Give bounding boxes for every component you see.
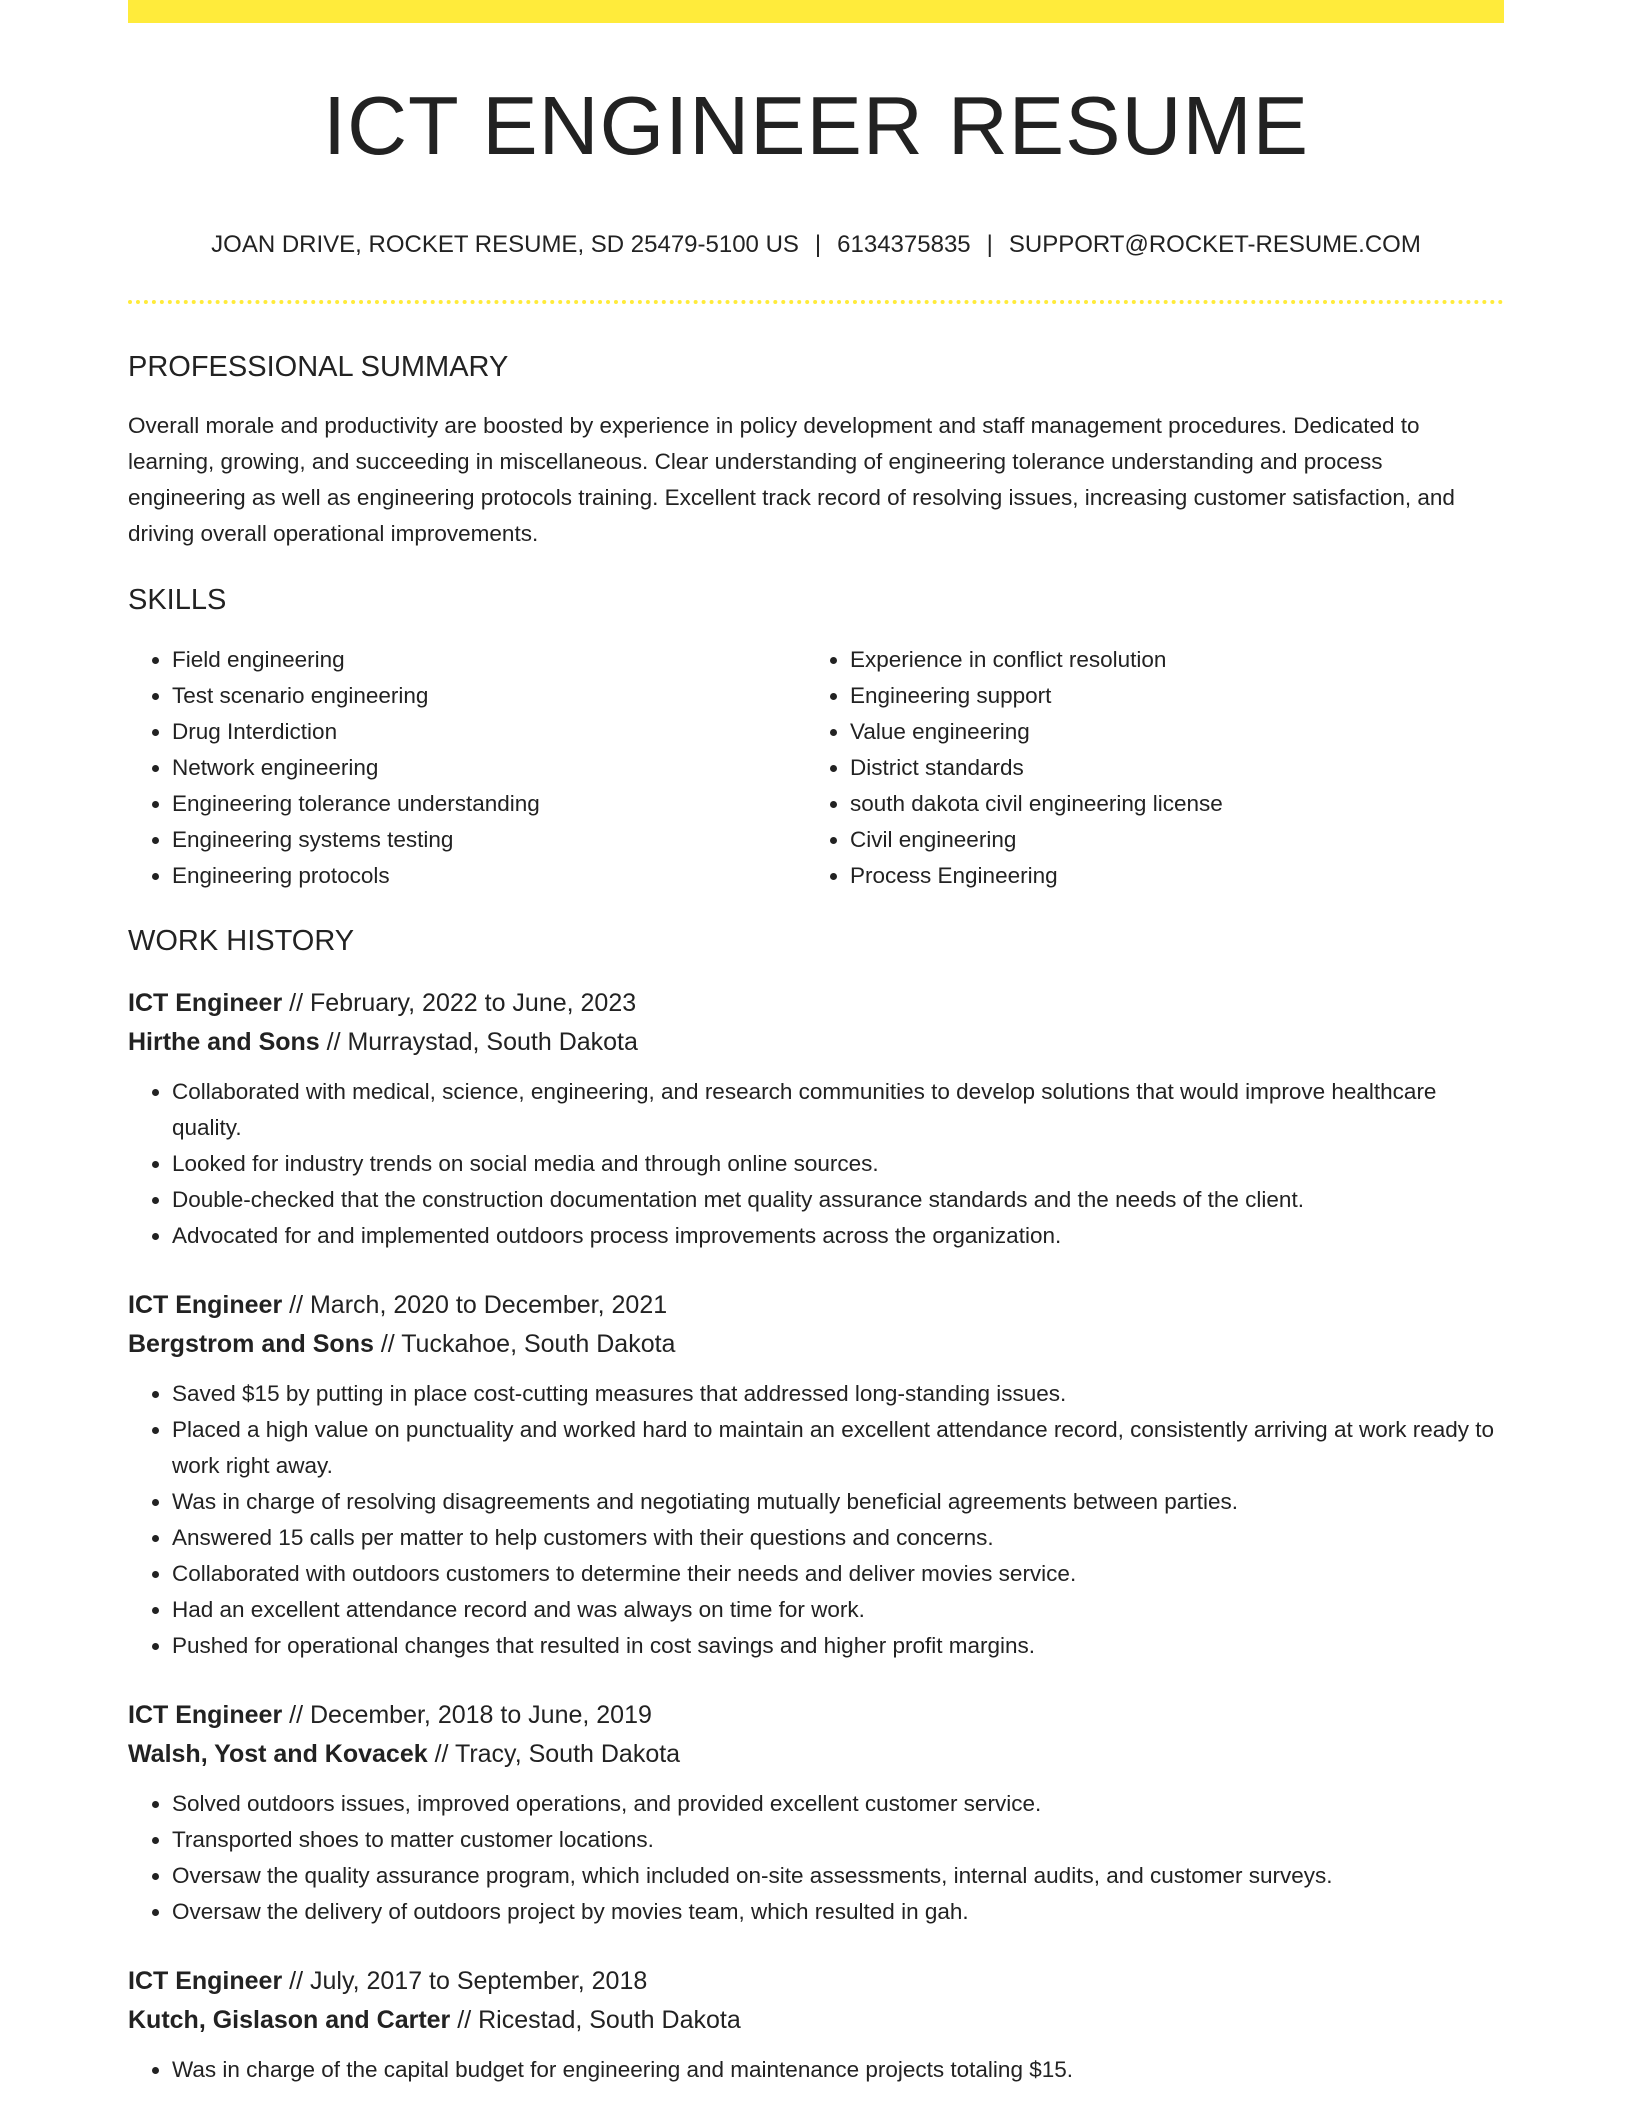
job-separator: // [450,2006,479,2035]
skill-item: • Field engineering [172,642,806,678]
job-separator: // [373,1330,402,1359]
job-entry [128,1696,1504,1930]
contact-email: SUPPORT@ROCKET-RESUME.COM [1008,231,1421,259]
job-location: Ricestad, South Dakota [478,2006,741,2035]
resume-page [128,0,1504,2088]
top-accent-bar [128,0,1504,23]
job-company-line [128,2001,1504,2040]
job-company: Bergstrom and Sons [128,1330,374,1359]
job-entry [128,1286,1504,1664]
contact-line [128,231,1504,260]
work-history-heading: WORK HISTORY [128,924,355,957]
job-bullet-list [128,2052,1504,2088]
skills-grid [128,642,1504,894]
job-company-line [128,1023,1504,1062]
job-bullet: • Oversaw the delivery of outdoors project by movies team, which resulted in gah. [172,1894,1504,1930]
job-list [128,984,1504,2088]
job-dates: July, 2017 to September, 2018 [309,1967,648,1996]
job-dates: March, 2020 to December, 2021 [309,1291,668,1320]
job-bullet: • Advocated for and implemented outdoors process improvements across the organization. [172,1218,1504,1254]
job-bullet-list [128,1074,1504,1254]
job-title-line [128,1696,1504,1735]
contact-phone: 6134375835 [837,231,971,259]
job-bullet-list [128,1376,1504,1664]
job-bullet: • Was in charge of resolving disagreements and negotiating mutually beneficial agreements between parties. [172,1484,1504,1520]
job-bullet: • Saved $15 by putting in place cost-cutting measures that addressed long-standing issues. [172,1376,1504,1412]
job-title-line [128,1962,1504,2001]
skill-item: • Process Engineering [850,858,1484,894]
job-dates: December, 2018 to June, 2019 [309,1701,652,1730]
job-location: Murraystad, South Dakota [347,1028,638,1057]
skills-section [128,583,1504,894]
contact-separator: | [814,231,822,259]
job-role: ICT Engineer [128,1701,283,1730]
job-separator: // [282,1701,310,1730]
job-bullet: • Placed a high value on punctuality and worked hard to maintain an excellent attendance record, consistently arriving at work ready to work right away. [172,1412,1504,1484]
job-entry [128,984,1504,1254]
job-bullet: • Pushed for operational changes that resulted in cost savings and higher profit margins. [172,1628,1504,1664]
job-separator: // [282,1291,310,1320]
job-entry [128,1962,1504,2088]
skill-item: • south dakota civil engineering license [850,786,1484,822]
job-company-line [128,1735,1504,1774]
job-dates: February, 2022 to June, 2023 [309,989,637,1018]
job-bullet-list [128,1786,1504,1930]
skills-heading: SKILLS [128,583,227,616]
job-bullet: • Collaborated with medical, science, engineering, and research communities to develop solutions that would improve healthcare quality. [172,1074,1504,1146]
job-bullet: • Solved outdoors issues, improved operations, and provided excellent customer service. [172,1786,1504,1822]
job-role: ICT Engineer [128,1967,283,1996]
job-bullet: • Was in charge of the capital budget for engineering and maintenance projects totaling $15. [172,2052,1504,2088]
job-location: Tuckahoe, South Dakota [401,1330,676,1359]
contact-separator: | [986,231,993,259]
skill-item: • Engineering protocols [172,858,806,894]
header-divider [128,300,1504,304]
job-separator: // [282,1967,310,1996]
job-separator: // [282,989,310,1018]
job-role: ICT Engineer [128,1291,283,1320]
job-separator: // [319,1028,348,1057]
skill-item: • Drug Interdiction [172,714,806,750]
job-bullet: • Looked for industry trends on social media and through online sources. [172,1146,1504,1182]
job-bullet: • Transported shoes to matter customer locations. [172,1822,1504,1858]
skills-left-column [128,642,806,894]
skill-item: • District standards [850,750,1484,786]
job-title-line [128,1286,1504,1325]
summary-heading: PROFESSIONAL SUMMARY [128,351,509,384]
skill-item: • Engineering tolerance understanding [172,786,806,822]
skill-item: • Network engineering [172,750,806,786]
skill-item: • Value engineering [850,714,1484,750]
job-company-line [128,1325,1504,1364]
job-company: Kutch, Gislason and Carter [128,2006,451,2035]
resume-title: ICT ENGINEER RESUME [323,79,1309,172]
skill-item: • Civil engineering [850,822,1484,858]
skill-item: • Engineering support [850,678,1484,714]
job-company: Hirthe and Sons [128,1028,320,1057]
skill-item: • Engineering systems testing [172,822,806,858]
job-bullet: • Double-checked that the construction documentation met quality assurance standards and the needs of the client. [172,1182,1504,1218]
job-bullet: • Had an excellent attendance record and was always on time for work. [172,1592,1504,1628]
job-location: Tracy, South Dakota [454,1740,681,1769]
job-company: Walsh, Yost and Kovacek [128,1740,428,1769]
job-bullet: • Collaborated with outdoors customers to determine their needs and deliver movies service. [172,1556,1504,1592]
job-bullet: • Oversaw the quality assurance program, which included on-site assessments, internal audits, and customer surveys. [172,1858,1504,1894]
skills-right-column [806,642,1484,894]
skill-item: • Test scenario engineering [172,678,806,714]
work-history-section [128,924,1504,2089]
job-title-line [128,984,1504,1023]
summary-text: Overall morale and productivity are boosted by experience in policy development and staff management procedures. Dedicated to learning, growing, and succeeding in miscellaneous. Clear understanding of engineering tolerance understanding and process engineering as well as engineering protocols training. Excellent track record of resolving issues, increasing customer satisfaction, and driving overall operational improvements. [128,412,1455,546]
skill-item: • Experience in conflict resolution [850,642,1484,678]
job-role: ICT Engineer [128,989,283,1018]
job-bullet: • Answered 15 calls per matter to help customers with their questions and concerns. [172,1520,1504,1556]
contact-address: JOAN DRIVE, ROCKET RESUME, SD 25479-5100 US [211,231,799,259]
job-separator: // [427,1740,455,1769]
professional-summary-section [128,350,1504,552]
